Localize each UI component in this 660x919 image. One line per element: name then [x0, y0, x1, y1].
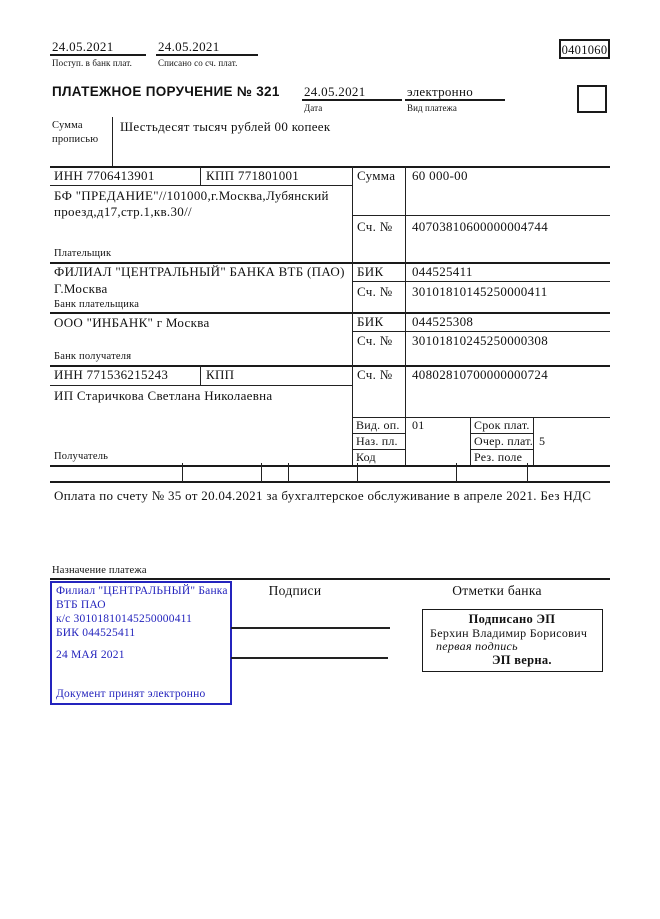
- payee-label: Получатель: [54, 451, 109, 462]
- payee-bank-account: 30101810245250000308: [412, 333, 548, 348]
- debited-from-account-date: 24.05.2021: [158, 39, 220, 54]
- received-date-label: Поступ. в банк плат.: [52, 58, 132, 68]
- form-code-box: [559, 39, 610, 59]
- table-line: [352, 215, 610, 216]
- document-date: 24.05.2021: [304, 84, 366, 99]
- payment-kind-value: электронно: [407, 84, 474, 99]
- signatures-title: Подписи: [268, 583, 322, 598]
- received-in-bank-date: 24.05.2021: [52, 39, 114, 54]
- date-label: Дата: [304, 103, 323, 113]
- table-line: [405, 166, 406, 465]
- payer-kpp: КПП 771801001: [206, 168, 300, 183]
- amount-words-label-2: прописью: [52, 134, 99, 145]
- payer-account-value: 40703810600000004744: [412, 219, 548, 234]
- srok-plat-label: Срок плат.: [474, 418, 530, 432]
- payer-bank-bik: 044525411: [412, 264, 473, 279]
- eds-valid-label: ЭП верна.: [492, 653, 552, 667]
- bank-marks-title: Отметки банка: [452, 583, 542, 598]
- payee-bank-label: Банк получателя: [54, 351, 132, 362]
- payee-kpp-label: КПП: [206, 367, 235, 382]
- table-line: [200, 365, 201, 385]
- naz-pl-label: Наз. пл.: [356, 434, 398, 448]
- payer-bank-account-label: Сч. №: [357, 284, 393, 299]
- eds-signer-name: Берхин Владимир Борисович: [430, 626, 588, 640]
- table-line: [50, 385, 352, 386]
- received-date-underline: [50, 54, 146, 56]
- debited-date-underline: [156, 54, 258, 56]
- signature-line-2: [231, 657, 388, 659]
- amount-label: Сумма: [357, 168, 396, 183]
- ocher-plat-value: 5: [539, 434, 546, 448]
- payer-name-line2: проезд,д17,стр.1,кв.30//: [54, 204, 192, 219]
- payer-name-line1: БФ "ПРЕДАНИЕ"//101000,г.Москва,Лубянский: [54, 188, 329, 203]
- date-underline: [302, 99, 402, 101]
- payee-bank-account-label: Сч. №: [357, 333, 393, 348]
- payer-bank-name-line1: ФИЛИАЛ "ЦЕНТРАЛЬНЫЙ" БАНКА ВТБ (ПАО): [54, 264, 345, 279]
- purpose-underline: [50, 578, 610, 580]
- signature-line-1: [231, 627, 390, 629]
- vid-op-label: Вид. оп.: [356, 418, 400, 432]
- table-line: [50, 185, 352, 186]
- bank-stamp-line1: Филиал "ЦЕНТРАЛЬНЫЙ" Банка: [56, 585, 228, 597]
- form-code: 0401060: [561, 43, 608, 57]
- eds-signed-label: Подписано ЭП: [468, 612, 556, 626]
- table-line: [352, 166, 353, 465]
- payee-bank-bik-label: БИК: [357, 314, 384, 329]
- payee-account-label: Сч. №: [357, 367, 393, 382]
- table-line: [50, 481, 610, 483]
- payment-kind-label: Вид платежа: [407, 103, 457, 113]
- ocher-plat-label: Очер. плат.: [474, 434, 533, 448]
- payer-bank-label: Банк плательщика: [54, 299, 140, 310]
- debited-date-label: Списано со сч. плат.: [158, 58, 238, 68]
- table-line: [50, 465, 610, 467]
- amount-words-value: Шестьдесят тысяч рублей 00 копеек: [120, 119, 331, 134]
- payer-inn: ИНН 7706413901: [54, 168, 155, 183]
- tax-strip-divider: [288, 463, 289, 482]
- table-line: [533, 417, 534, 465]
- payee-account: 40802810700000000724: [412, 367, 548, 382]
- payer-account-label: Сч. №: [357, 219, 393, 234]
- table-line: [200, 166, 201, 185]
- tax-strip-divider: [357, 463, 358, 482]
- payer-bank-name-line2: Г.Москва: [54, 281, 108, 296]
- bank-stamp-line2: ВТБ ПАО: [56, 599, 106, 611]
- payee-inn: ИНН 771536215243: [54, 367, 169, 382]
- bank-stamp-footer: Документ принят электронно: [56, 688, 206, 700]
- table-line: [470, 417, 471, 465]
- empty-checkbox: [577, 85, 607, 113]
- payer-label: Плательщик: [54, 248, 112, 259]
- vid-op-value: 01: [412, 418, 425, 432]
- tax-strip-divider: [527, 463, 528, 482]
- document-title: ПЛАТЕЖНОЕ ПОРУЧЕНИЕ № 321: [52, 84, 280, 99]
- amount-value: 60 000-00: [412, 168, 468, 183]
- purpose-text: Оплата по счету № 35 от 20.04.2021 за бухгалтерское обслуживание в апреле 2021. Без НДС: [54, 488, 592, 503]
- eds-first-signature-label: первая подпись: [436, 639, 518, 653]
- tax-strip-divider: [261, 463, 262, 482]
- kod-label: Код: [356, 450, 376, 464]
- payer-bank-account: 30101810145250000411: [412, 284, 548, 299]
- table-line: [50, 312, 610, 314]
- purpose-label: Назначение платежа: [52, 565, 147, 576]
- bank-stamp-line4: БИК 044525411: [56, 627, 136, 639]
- tax-strip-divider: [182, 463, 183, 482]
- payee-bank-bik: 044525308: [412, 314, 474, 329]
- tax-strip-divider: [456, 463, 457, 482]
- payer-bank-bik-label: БИК: [357, 264, 384, 279]
- bank-stamp-line3: к/с 30101810145250000411: [56, 613, 193, 625]
- amount-words-label-1: Сумма: [52, 120, 83, 131]
- payee-name: ИП Старичкова Светлана Николаевна: [54, 388, 273, 403]
- payment-kind-underline: [405, 99, 505, 101]
- amount-words-divider: [112, 117, 113, 166]
- table-line: [352, 281, 610, 282]
- payee-bank-name: ООО "ИНБАНК" г Москва: [54, 315, 210, 330]
- table-line: [352, 331, 610, 332]
- bank-stamp-date: 24 МАЯ 2021: [56, 649, 125, 661]
- rez-pole-label: Рез. поле: [474, 450, 523, 464]
